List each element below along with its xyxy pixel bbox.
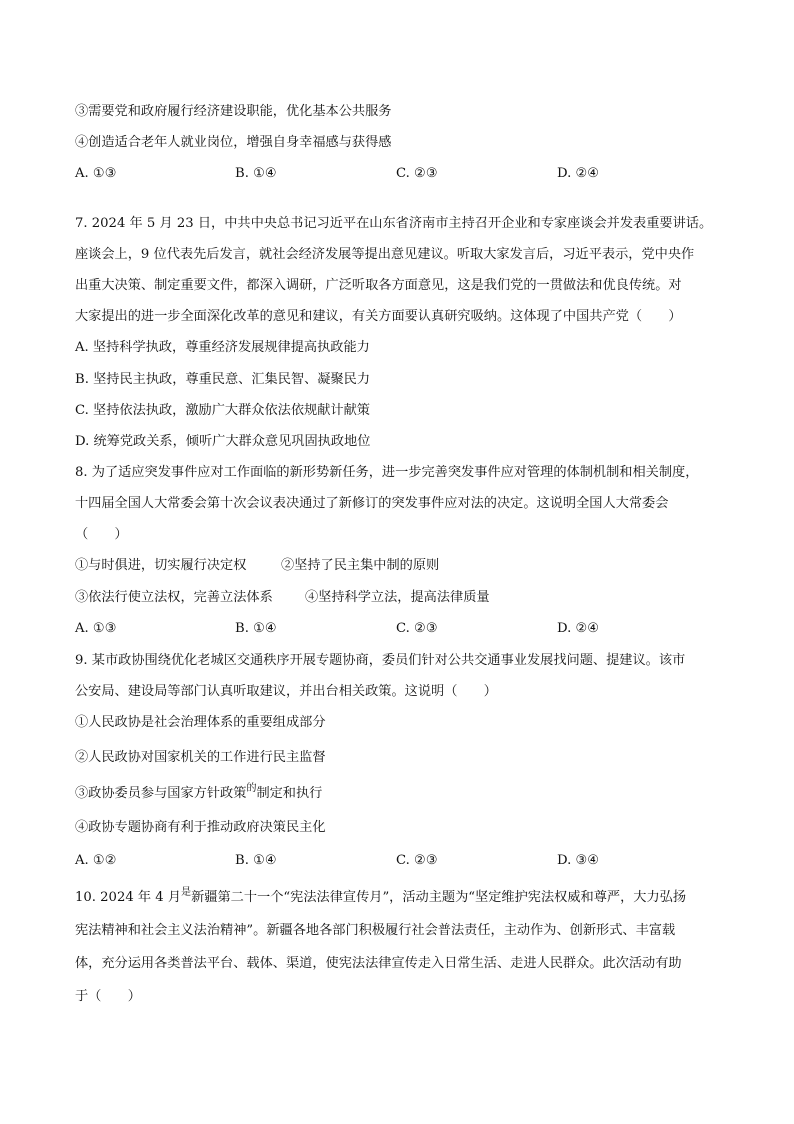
q8-option-a: A. ①③ (75, 621, 117, 636)
q6-item-3: ③需要党和政府履行经济建设职能，优化基本公共服务 (75, 104, 392, 119)
q9-stem-line-1: 9. 某市政协围绕优化老城区交通秩序开展专题协商，委员们针对公共交通事业发展找问题、提建议。该市 (75, 653, 686, 668)
q10-stem-line-2: 宪法精神和社会主义法治精神”。新疆各地各部门积极履行社会普法责任，主动作为、创新形式、丰富载 (75, 923, 676, 938)
q8-stem-line-1: 8. 为了适应突发事件应对工作面临的新形势新任务，进一步完善突发事件应对管理的体制机制和相关制度， (75, 465, 699, 480)
q9-option-d: D. ③④ (557, 853, 600, 868)
q7-stem-line-4: 大家提出的进一步全面深化改革的意见和建议，有关方面要认真研究吸纳。这体现了中国共产党（ ） (75, 309, 682, 324)
q9-item-2: ②人民政协对国家机关的工作进行民主监督 (75, 750, 326, 765)
q8-items-row-1 (75, 556, 735, 576)
q9-item-3-raised-char: 的 (246, 783, 257, 794)
q9-option-c: C. ②③ (396, 853, 438, 868)
q8-items-row-2 (75, 588, 735, 608)
q8-item-3: ③依法行使立法权，完善立法体系 (75, 590, 273, 605)
q10-stem-line-4: 于（ ） (75, 989, 141, 1004)
q8-option-b: B. ①④ (235, 621, 277, 636)
q7-stem-line-2: 座谈会上，9 位代表先后发言，就社会经济发展等提出意见建议。听取大家发言后，习近平表示，党中央作 (75, 247, 695, 262)
q10-stem-line-3: 体，充分运用各类普法平台、载体、渠道，使宪法法律宣传走入日常生活、走进人民群众。此次活动有助 (75, 956, 682, 971)
q8-stem-line-3: （ ） (75, 527, 128, 542)
q8-item-4: ④坚持科学立法，提高法律质量 (305, 590, 490, 605)
q8-item-2: ②坚持了民主集中制的原则 (281, 558, 440, 573)
q9-option-b: B. ①④ (235, 853, 277, 868)
q7-choice-b: B. 坚持民主执政，尊重民意、汇集民智、凝聚民力 (75, 372, 371, 387)
q9-item-1: ①人民政协是社会治理体系的重要组成部分 (75, 715, 326, 730)
q9-option-a: A. ①② (75, 853, 117, 868)
q7-stem-line-1: 7. 2024 年 5 月 23 日，中共中央总书记习近平在山东省济南市主持召开企业和专家座谈会并发表重要讲话。 (75, 216, 713, 231)
q6-option-d: D. ②④ (557, 166, 600, 181)
q6-option-b: B. ①④ (235, 166, 277, 181)
q10-stem-text-a: 10. 2024 年 4 月 (75, 890, 182, 905)
q9-item-4: ④政协专题协商有利于推动政府决策民主化 (75, 820, 326, 835)
q8-item-1: ①与时俱进，切实履行决定权 (75, 558, 247, 573)
q10-stem-line-1 (75, 888, 735, 909)
q9-item-3-text-b: 制定和执行 (256, 786, 323, 801)
q8-options (75, 619, 735, 639)
q9-item-3-text-a: ③政协委员参与国家方针政策 (75, 786, 247, 801)
q7-stem-line-3: 出重大决策、制定重要文件，都深入调研，广泛听取各方面意见，这是我们党的一贯做法和优良传统。对 (75, 278, 682, 293)
q8-option-c: C. ②③ (396, 621, 438, 636)
q10-stem-text-b: 新疆第二十一个“宪法法律宣传月”，活动主题为“坚定维护宪法权威和尊严，大力弘扬 (191, 890, 687, 905)
q9-item-3 (75, 784, 735, 805)
q9-options (75, 851, 735, 871)
q10-raised-char: 是 (181, 887, 192, 898)
q7-choice-c: C. 坚持依法执政，激励广大群众依法依规献计献策 (75, 403, 370, 418)
q6-option-c: C. ②③ (396, 166, 438, 181)
q8-option-d: D. ②④ (557, 621, 600, 636)
q8-stem-line-2: 十四届全国人大常委会第十次会议表决通过了新修订的突发事件应对法的决定。这说明全国人大常委会 (75, 496, 669, 511)
q9-stem-line-2: 公安局、建设局等部门认真听取建议，并出台相关政策。这说明（ ） (75, 684, 497, 699)
q7-choice-d: D. 统筹党政关系，倾听广大群众意见巩固执政地位 (75, 434, 371, 449)
q7-choice-a: A. 坚持科学执政，尊重经济发展规律提高执政能力 (75, 340, 370, 355)
q6-options (75, 164, 735, 184)
q6-item-4: ④创造适合老年人就业岗位，增强自身幸福感与获得感 (75, 135, 392, 150)
q6-option-a: A. ①③ (75, 166, 117, 181)
